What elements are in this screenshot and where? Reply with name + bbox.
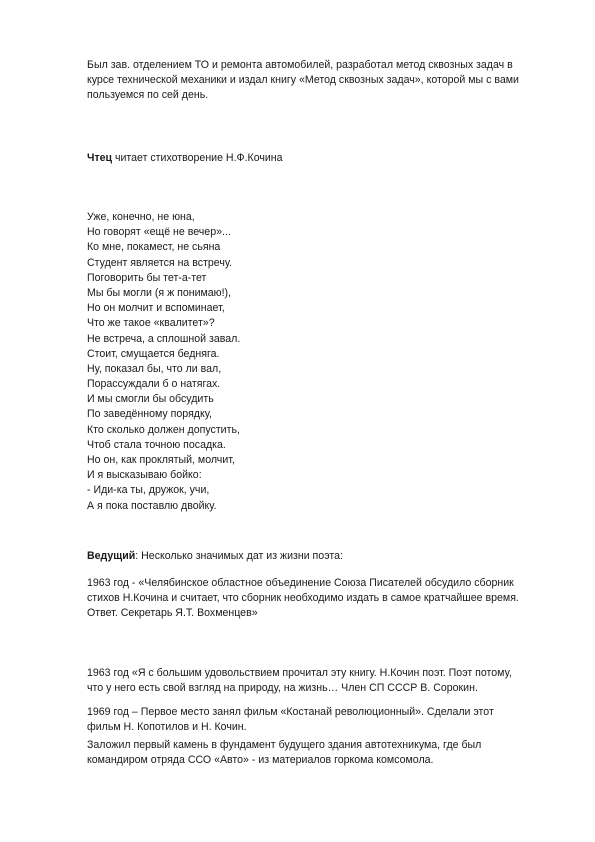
host-label: Ведущий — [87, 550, 136, 562]
intro-paragraph: Был зав. отделением ТО и ремонта автомобилей, разработал метод сквозных задач в курсе технической механики и издал книгу «Метод сквозных задач», которой мы с вами пользуемся по сей день. — [87, 59, 519, 101]
date-paragraph-1: 1963 год - «Челябинское областное объединение Союза Писателей обсудило сборник стихов Н.Кочина и считает, что сборник необходимо издать в самое кратчайшее время. Ответ. Секретарь Я.Т. Вохменцев» — [87, 577, 519, 619]
poem-line: Мы бы могли (я ж понимаю!), — [87, 286, 232, 299]
poem-line: Студент является на встречу. — [87, 256, 233, 269]
poem-line: - Иди-ка ты, дружок, учи, — [87, 484, 210, 497]
date-paragraph-4: Заложил первый камень в фундамент будущего здания автотехникума, где был командиром отряда ССО «Авто» - из материалов горкома комсомола. — [87, 739, 482, 766]
poem-line: По заведённому порядку, — [87, 408, 212, 421]
poem-line: И мы смогли бы обсудить — [87, 393, 214, 406]
poem-line: А я пока поставлю двойку. — [87, 499, 217, 512]
reader-text: читает стихотворение Н.Ф.Кочина — [112, 152, 283, 164]
poem-line: Чтоб стала точною посадка. — [87, 438, 226, 451]
poem-line: И я высказываю бойко: — [87, 469, 202, 482]
reader-label: Чтец — [87, 152, 113, 164]
host-text: : Несколько значимых дат из жизни поэта: — [135, 550, 343, 562]
reader-line — [87, 151, 527, 166]
poem-line: Ну, показал бы, что ли вал, — [87, 362, 222, 375]
poem-line: Ко мне, покамест, не сьяна — [87, 241, 221, 254]
poem-line: Но говорят «ещё не вечер»... — [87, 226, 231, 239]
poem-line: Поговорить бы тет-а-тет — [87, 271, 207, 284]
poem-line: Не встреча, а сплошной завал. — [87, 332, 241, 345]
poem — [87, 210, 527, 514]
poem-line: Уже, конечно, не юна, — [87, 211, 195, 223]
date-paragraph-2: 1963 год «Я с большим удовольствием прочитал эту книгу. Н.Кочин поэт. Поэт потому, что у него есть свой взгляд на природу, на жизнь… Член СП СССР В. Сорокин. — [87, 667, 512, 694]
poem-line: Порассуждали б о натягах. — [87, 378, 221, 391]
poem-line: Что же такое «квалитет»? — [87, 317, 215, 330]
host-line — [87, 549, 527, 564]
poem-line: Кто сколько должен допустить, — [87, 423, 240, 436]
poem-line: Но он, как проклятый, молчит, — [87, 454, 235, 466]
date-paragraph-3: 1969 год – Первое место занял фильм «Костанай революционный». Сделали этот фильм Н. Копотилов и Н. Кочин. — [87, 706, 494, 733]
poem-line: Стоит, смущается бедняга. — [87, 347, 220, 360]
poem-line: Но он молчит и вспоминает, — [87, 302, 225, 315]
